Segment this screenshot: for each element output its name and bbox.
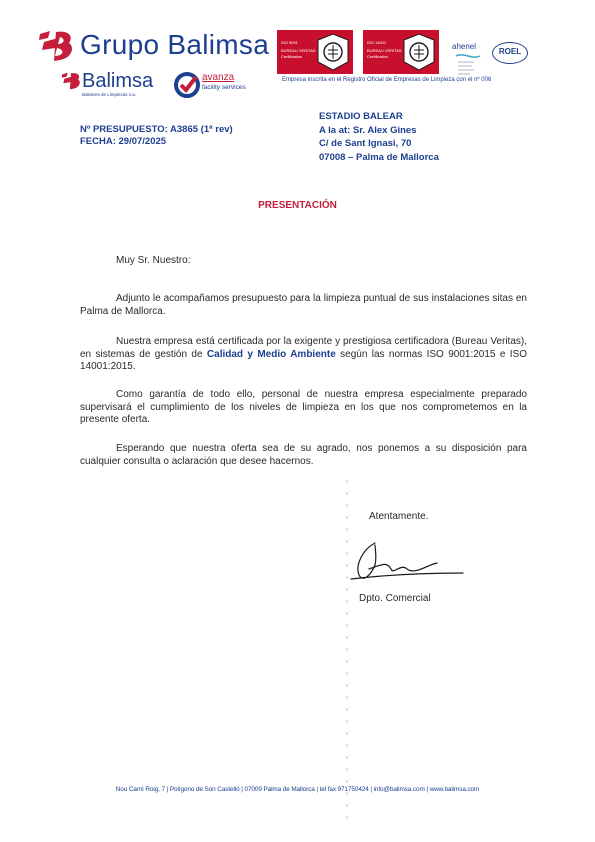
paragraph-closing: Esperando que nuestra oferta sea de su agrado, nos ponemos a su disposición para cualquier consulta o aclaración que desee hacernos. [80, 443, 527, 467]
section-title: PRESENTACIÓN [258, 200, 337, 211]
handwritten-signature [345, 535, 465, 591]
recipient-line: A la at: Sr. Alex Gines [319, 124, 417, 136]
closing-text: Atentamente. [369, 511, 429, 522]
bureau-veritas-seal-icon [314, 32, 352, 72]
registry-note: Empresa inscrita en el Registro Oficial de Empresas de Limpieza con el nº 006 [282, 77, 492, 83]
balimsa-b-icon [36, 28, 76, 64]
brand-name: Grupo Balimsa [80, 29, 270, 60]
avanza-logo [174, 72, 254, 98]
roel-label: ROEL [498, 47, 522, 56]
avanza-check-icon [174, 72, 200, 98]
budget-meta [80, 124, 233, 148]
paragraph-intro: Adjunto le acompañamos presupuesto para la limpieza puntual de sus instalaciones sitas en Palma de Mallorca. [80, 293, 527, 317]
recipient-address [319, 110, 439, 164]
budget-date: FECHA: 29/07/2025 [80, 136, 167, 147]
partner-name: avanza [202, 72, 235, 83]
certification-highlight: Calidad y Medio Ambiente [206, 348, 336, 360]
partner-tagline: facility services [202, 84, 246, 91]
ahenel-wave-icon [454, 52, 482, 78]
footer-contact: Nou Camí Roig, 7 | Polígono de Son Castelló | 07009 Palma de Mallorca | tel fax 971750424 | info@balimsa.com | www.balimsa.com [115, 786, 480, 793]
budget-number: Nº PRESUPUESTO: A3865 (1ª rev) [80, 124, 233, 135]
association-name: ahenel [452, 42, 477, 51]
sub-brand-tagline: Baleares de Limpiezas s.a. [82, 92, 137, 97]
department-signature: Dpto. Comercial [359, 593, 431, 604]
bureau-veritas-seal-icon [400, 32, 438, 72]
balimsa-logo [60, 70, 170, 100]
ahenel-logo [452, 42, 486, 78]
iso-9001-certificate: ISO 9001 BUREAU VERITAS Certification [277, 30, 353, 74]
grupo-balimsa-logo [36, 28, 270, 64]
roel-badge [492, 42, 528, 64]
recipient-line: ESTADIO BALEAR [319, 111, 403, 122]
scan-artifact-line [346, 480, 348, 820]
balimsa-small-b-icon [60, 70, 82, 92]
paragraph-certification: Nuestra empresa está certificada por la exigente y prestigiosa certificadora (Bureau Veritas), en sistemas de gestión de Calidad y Medio Ambiente según las normas ISO 9001:2015 e ISO 14001:2015. [80, 336, 527, 372]
recipient-line: C/ de Sant Ignasi, 70 [319, 138, 412, 149]
salutation: Muy Sr. Nuestro: [116, 255, 191, 266]
paragraph-guarantee: Como garantía de todo ello, personal de nuestra empresa especialmente preparado supervisará el cumplimiento de los niveles de limpieza en los que nos comprometemos en la presente oferta. [80, 389, 527, 425]
iso-14001-certificate: ISO 14001 BUREAU VERITAS Certification [363, 30, 439, 74]
sub-brand-name: Balimsa [82, 70, 154, 92]
recipient-line: 07008 – Palma de Mallorca [319, 151, 439, 163]
